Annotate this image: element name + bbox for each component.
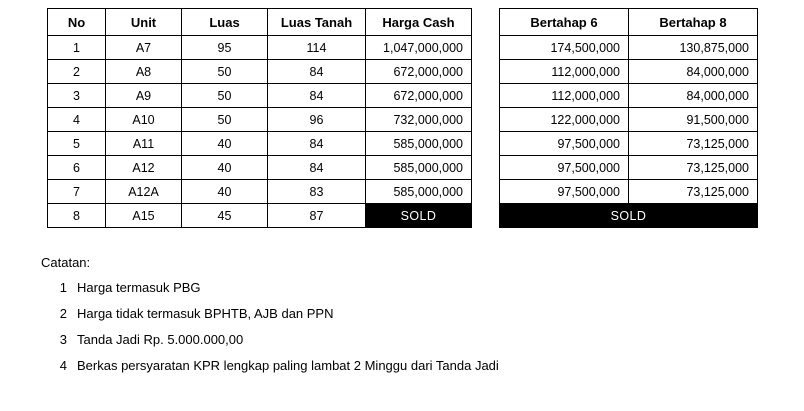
cell-harga-cash: 585,000,000 [366, 132, 472, 156]
table-row [48, 132, 472, 156]
notes-title: Catatan: [41, 255, 91, 270]
cell-luas: 50 [182, 84, 268, 108]
cell-no: 7 [48, 180, 106, 204]
cell-luas-tanah: 84 [268, 132, 366, 156]
cell-luas-tanah: 84 [268, 84, 366, 108]
cell-bertahap-8: 84,000,000 [629, 60, 758, 84]
table-row [48, 60, 472, 84]
note-number: 3 [59, 332, 67, 347]
column-header-bertahap-6: Bertahap 6 [500, 9, 629, 36]
cell-luas-tanah: 84 [268, 60, 366, 84]
cell-harga-cash: 672,000,000 [366, 84, 472, 108]
cell-luas-tanah: 84 [268, 156, 366, 180]
cell-no: 2 [48, 60, 106, 84]
cell-no: 5 [48, 132, 106, 156]
cell-bertahap-6: 112,000,000 [500, 60, 629, 84]
list-item [41, 280, 499, 295]
table-row [48, 156, 472, 180]
cell-harga-cash: 585,000,000 [366, 156, 472, 180]
cell-bertahap-6: 97,500,000 [500, 180, 629, 204]
cell-luas: 95 [182, 36, 268, 60]
table-row-sold [500, 204, 758, 228]
cell-luas: 40 [182, 132, 268, 156]
cell-bertahap-6: 112,000,000 [500, 84, 629, 108]
cell-luas-tanah: 83 [268, 180, 366, 204]
note-text: Berkas persyaratan KPR lengkap paling lambat 2 Minggu dari Tanda Jadi [77, 358, 499, 373]
table-row [48, 36, 472, 60]
cell-bertahap-8: 84,000,000 [629, 84, 758, 108]
cell-bertahap-6: 97,500,000 [500, 156, 629, 180]
table-row [48, 180, 472, 204]
notes-list [41, 280, 499, 373]
installment-price-table [499, 8, 758, 228]
note-number: 1 [59, 280, 67, 295]
cell-no: 4 [48, 108, 106, 132]
table-row [48, 84, 472, 108]
notes-section [41, 255, 499, 384]
cell-unit: A7 [106, 36, 182, 60]
table-row [500, 180, 758, 204]
table-row [500, 84, 758, 108]
cell-no: 3 [48, 84, 106, 108]
table-header-row [48, 9, 472, 36]
table-row [500, 36, 758, 60]
cell-harga-cash: 732,000,000 [366, 108, 472, 132]
cell-luas: 50 [182, 108, 268, 132]
table-row-sold [48, 204, 472, 228]
cell-bertahap-8: 73,125,000 [629, 180, 758, 204]
note-text: Harga termasuk PBG [77, 280, 201, 295]
cell-unit: A10 [106, 108, 182, 132]
column-header-harga-cash: Harga Cash [366, 9, 472, 36]
table-row [500, 108, 758, 132]
note-number: 4 [59, 358, 67, 373]
cell-bertahap-8: 73,125,000 [629, 132, 758, 156]
column-header-bertahap-8: Bertahap 8 [629, 9, 758, 36]
note-text: Harga tidak termasuk BPHTB, AJB dan PPN [77, 306, 334, 321]
column-header-no: No [48, 9, 106, 36]
cell-unit: A8 [106, 60, 182, 84]
cell-unit: A12A [106, 180, 182, 204]
cell-no: 6 [48, 156, 106, 180]
note-number: 2 [59, 306, 67, 321]
cell-luas: 40 [182, 156, 268, 180]
cell-luas-tanah: 114 [268, 36, 366, 60]
list-item [41, 332, 499, 347]
cell-unit: A12 [106, 156, 182, 180]
table-row [500, 132, 758, 156]
column-header-luas-tanah: Luas Tanah [268, 9, 366, 36]
unit-price-table [47, 8, 472, 228]
table-row [500, 60, 758, 84]
column-header-unit: Unit [106, 9, 182, 36]
cell-luas-tanah: 96 [268, 108, 366, 132]
cell-luas: 45 [182, 204, 268, 228]
table-header-row [500, 9, 758, 36]
cell-unit: A11 [106, 132, 182, 156]
cell-harga-cash: 585,000,000 [366, 180, 472, 204]
cell-bertahap-8: 130,875,000 [629, 36, 758, 60]
table-row [500, 156, 758, 180]
cell-bertahap-8: 91,500,000 [629, 108, 758, 132]
cell-luas-tanah: 87 [268, 204, 366, 228]
cell-harga-cash: 672,000,000 [366, 60, 472, 84]
cell-bertahap-6: 122,000,000 [500, 108, 629, 132]
cell-bertahap-6: 174,500,000 [500, 36, 629, 60]
cell-no: 1 [48, 36, 106, 60]
cell-unit: A9 [106, 84, 182, 108]
note-text: Tanda Jadi Rp. 5.000.000,00 [77, 332, 244, 347]
cell-no: 8 [48, 204, 106, 228]
table-row [48, 108, 472, 132]
list-item [41, 358, 499, 373]
status-badge-sold: SOLD [500, 204, 758, 228]
cell-luas: 50 [182, 60, 268, 84]
list-item [41, 306, 499, 321]
status-badge-sold: SOLD [366, 204, 472, 228]
column-header-luas: Luas [182, 9, 268, 36]
cell-unit: A15 [106, 204, 182, 228]
cell-harga-cash: 1,047,000,000 [366, 36, 472, 60]
cell-bertahap-8: 73,125,000 [629, 156, 758, 180]
cell-luas: 40 [182, 180, 268, 204]
cell-bertahap-6: 97,500,000 [500, 132, 629, 156]
